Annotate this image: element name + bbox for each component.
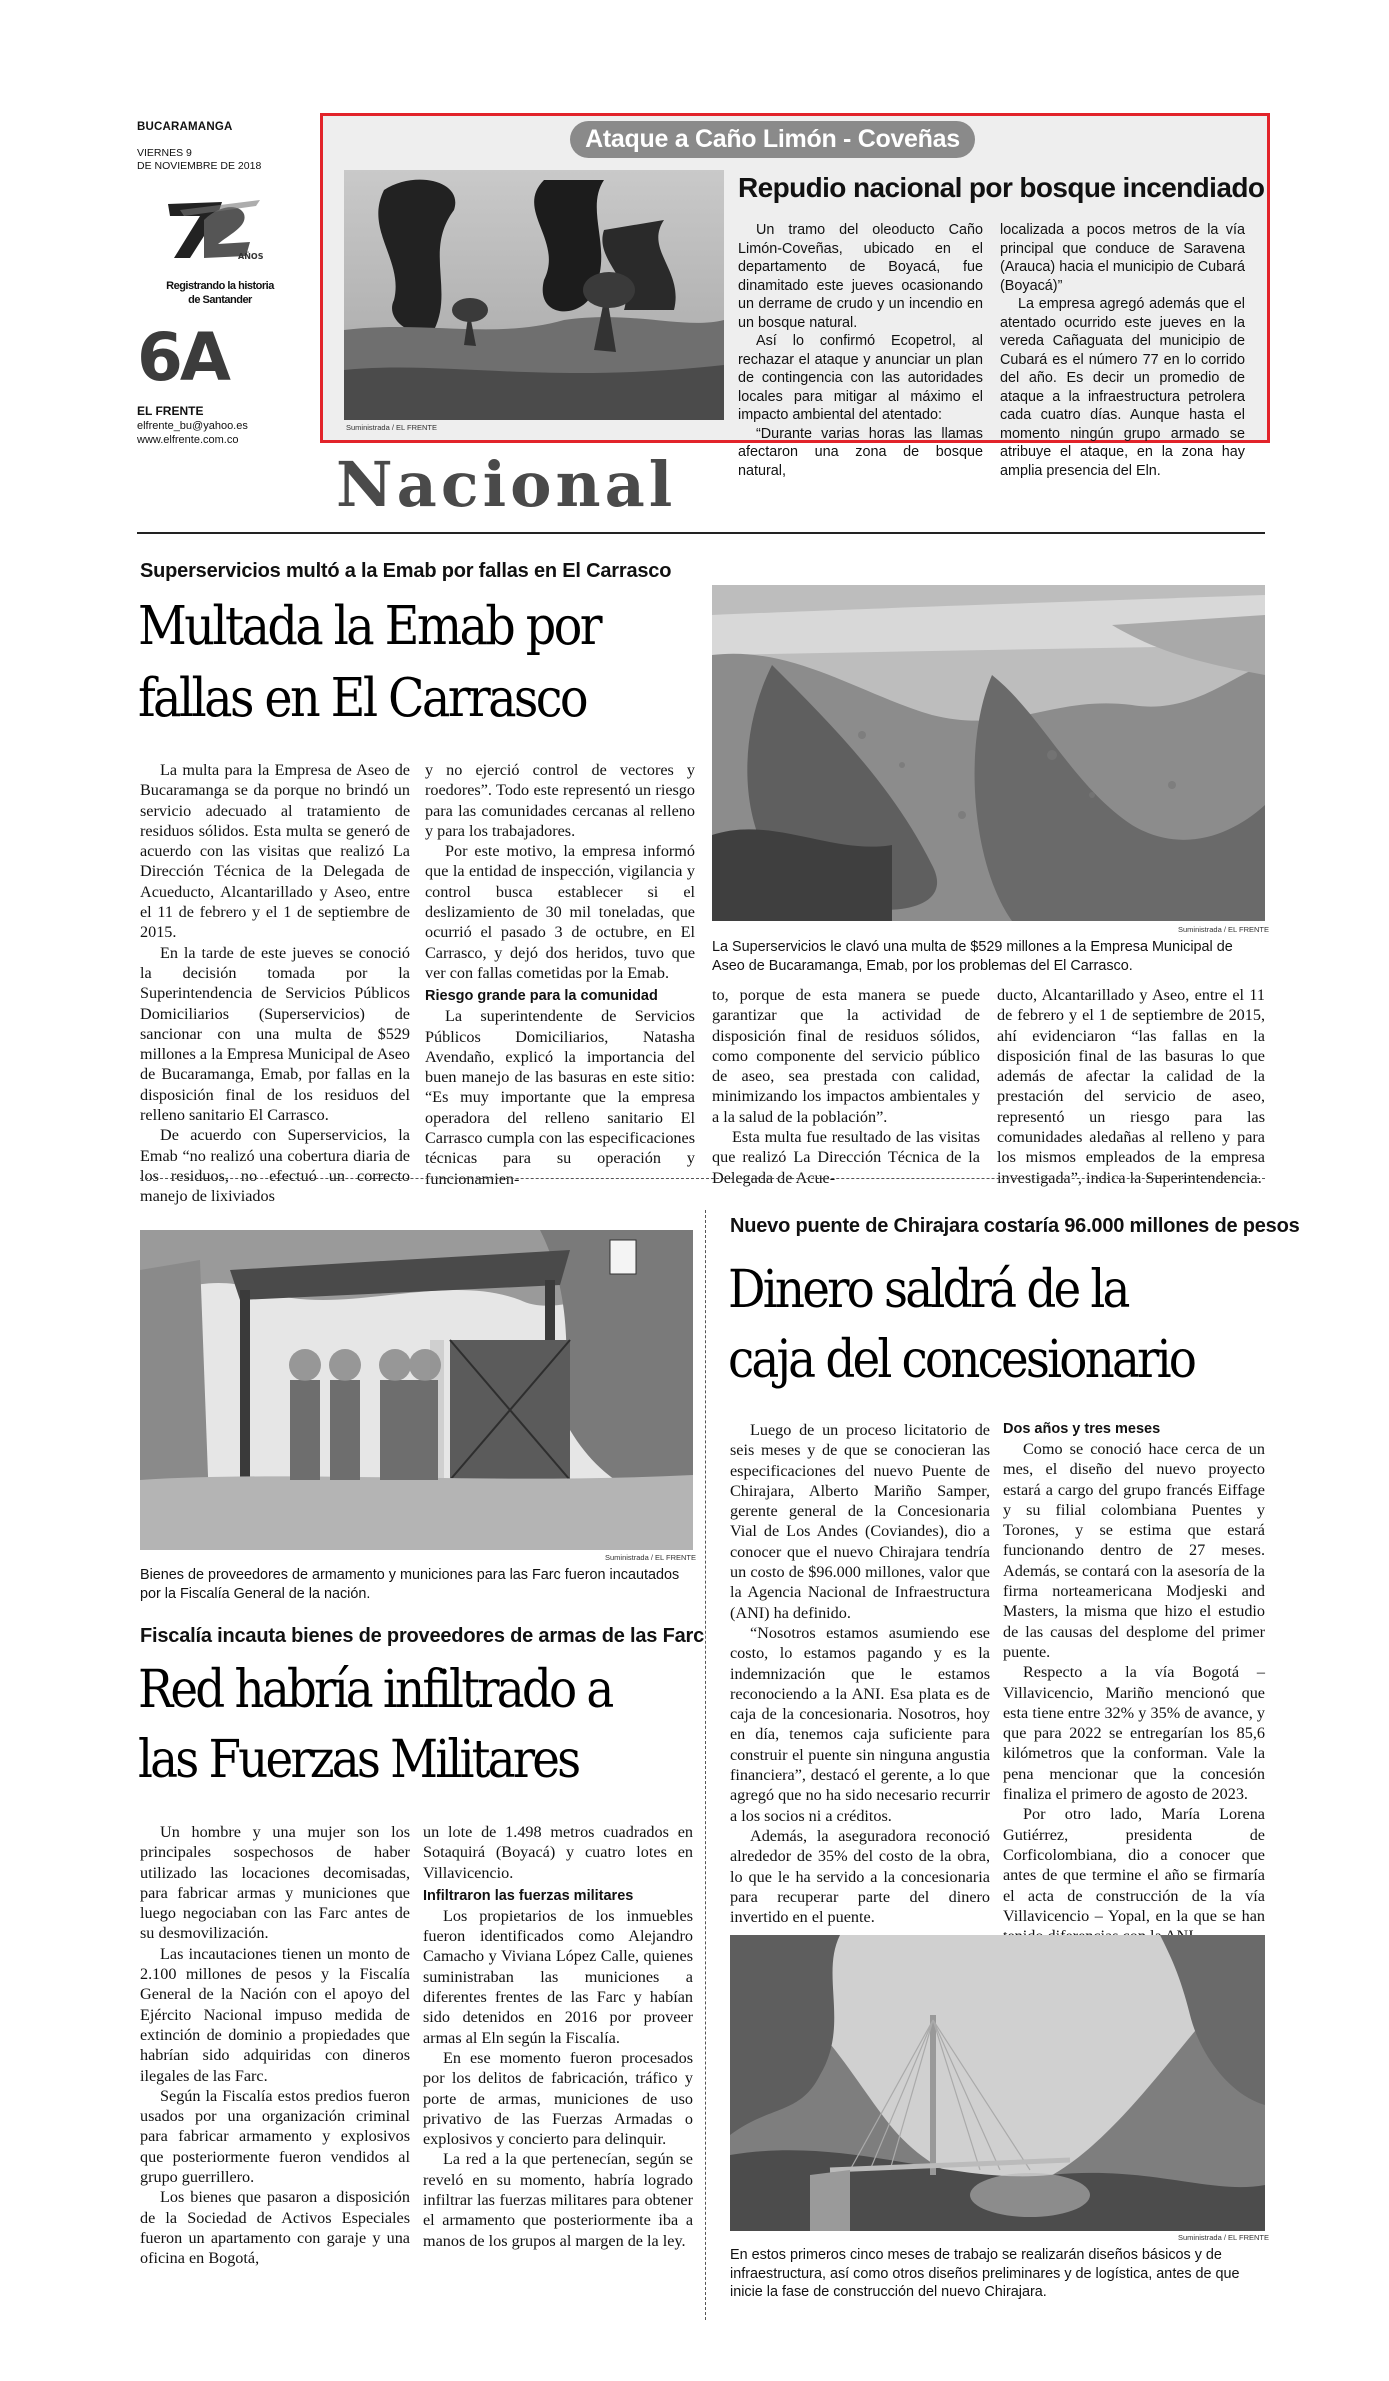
masthead-day: VIERNES 9 — [137, 147, 192, 159]
paragraph: Como se conoció hace cerca de un mes, el diseño del nuevo proyecto estará a cargo del grupo francés Eiffage y su filial colombiana Puentes y Torones, y se estima que estará funcionando dentro de 27 meses. Además, se contará con la asesoría de la firma norteamericana Modjeski and Masters, la misma que hizo el estudio de las causas del desplome del primer puente. — [1003, 1440, 1265, 1661]
paragraph: “Durante varias horas las llamas afectaron una zona de bosque natural, — [738, 425, 983, 479]
article2-headline-line2: las Fuerzas Militares — [138, 1730, 579, 1790]
article2-col2 — [423, 1822, 693, 2251]
logo-years-label: AÑOS — [238, 252, 264, 261]
section-rule — [137, 532, 1265, 534]
article1-photo-credit: Suministrada / EL FRENTE — [1178, 925, 1269, 934]
article1-photo-caption: La Superservicios le clavó una multa de $529 millones a la Empresa Municipal de Aseo de Bucaramanga, Emab, por los problemas del El Carrasco. — [712, 939, 1233, 974]
landfill-photo — [712, 585, 1265, 921]
section-title: Nacional — [336, 448, 677, 521]
paragraph: En la tarde de este jueves se conoció la decisión tomada por la Superintendencia de Servicios Públicos Domiciliarios (Superservicios) de sancionar con una multa de $529 millones a la Empresa Municipal de Aseo de Bucaramanga, Emab, por fallas en la disposición final de los residuos del relleno sanitario El Carrasco. — [140, 943, 410, 1125]
paragraph: y no ejerció control de vectores y roedores”. Todo este representó un riesgo para las comunidades cercanas al relleno y para los trabajadores. — [425, 761, 695, 840]
paragraph: Un hombre y una mujer son los principales sospechosos de haber utilizado las locaciones decomisadas, para fabricar armas y municiones que luego negociaban con las Farc antes de su desmovilización. — [140, 1823, 410, 1943]
top-story-headline: Repudio nacional por bosque incendiado — [738, 172, 1265, 203]
paragraph: La empresa agregó además que el atentado ocurrido este jueves en la vereda Cañaguata del municipio de Cubará es el número 77 en lo corrido del año. Es decir un promedio de ataque a la infraestructura petrolera cada cuatro días. Aunque hasta el momento ningún grupo armado se atribuye el ataque, en la zona hay amplia presencia del Eln. — [1000, 296, 1245, 479]
top-story-col1 — [738, 221, 983, 480]
paragraph: Los propietarios de los inmuebles fueron identificados como Alejandro Camacho y Viviana López Calle, quienes suministraban las municiones a diferentes frentes de las Farc y habían sido detenidos en 2016 por proveer armas al Eln según la Fiscalía. — [423, 1906, 693, 2047]
column-separator — [705, 1210, 706, 2320]
paper-name: EL FRENTE — [137, 404, 204, 418]
article2-photo-credit: Suministrada / EL FRENTE — [605, 1553, 696, 1562]
paragraph: Un tramo del oleoducto Caño Limón-Coveñas, ubicado en el departamento de Boyacá, fue dinamitado este jueves ocasionando un derrame de crudo y un incendio en un bosque natural. — [738, 222, 983, 331]
top-story-banner: Ataque a Caño Limón - Coveñas — [570, 121, 975, 158]
article2-subhead: Infiltraron las fuerzas militares — [423, 1887, 634, 1904]
article3-col1 — [730, 1420, 990, 1927]
article1-bottom-rule — [140, 1178, 1265, 1179]
article3-headline-line2: caja del concesionario — [728, 1330, 1195, 1390]
paragraph: Las incautaciones tienen un monto de 2.100 millones de pesos y la Fiscalía General de la Nación con el apoyo del Ejército Nacional impuso medida de extinción de dominio a propiedades que habrían sido adquiridas con dineros ilegales de las Farc. — [140, 1944, 410, 2085]
paragraph: Luego de un proceso licitatorio de seis meses y de que se conocieran las especificaciones del nuevo Puente de Chirajara, Alberto Mariño Samper, gerente general de la Concesionaria Vial de Los Andes (Coviandes), dio a conocer que el nuevo Chirajara tendría un costo de $96.000 millones, valor que la Agencia Nacional de Infraestructura (ANI) ha definido. — [730, 1421, 990, 1622]
article3-col2 — [1003, 1420, 1265, 1946]
article2-col1 — [140, 1822, 410, 2269]
masthead-city: BUCARAMANGA — [137, 121, 233, 133]
paragraph: La multa para la Empresa de Aseo de Bucaramanga se da porque no brindó un servicio adecuado al tratamiento de residuos sólidos. Esta multa se generó de acuerdo con las visitas que realizó La Dirección Técnica de la Delegada de Acueducto, Alcantarillado y Aseo, entre el 11 de febrero y el 1 de septiembre de 2015. — [140, 761, 410, 942]
paragraph: Según la Fiscalía estos predios fueron usados por una organización criminal para fabricar armamento y explosivos que posteriormente fueron vendidos al grupo guerrillero. — [140, 2086, 410, 2187]
paragraph: ducto, Alcantarillado y Aseo, entre el 11 de febrero y el 1 de septiembre de 2015, ahí evidenciaron “las fallas en la disposición final de las basuras lo que además de afectar la calidad de la prestación del servicio de aseo, representó un riesgo para las comunidades aledañas al relleno y para los mismos empleados de la empresa investigada”, indica la Superintendencia. — [997, 986, 1265, 1187]
paragraph: Por este motivo, la empresa informó que la entidad de inspección, vigilancia y control busca establecer si el deslizamiento de 30 mil toneladas, que ocurrió el pasado 3 de octubre, en El Carrasco, y dejó dos heridos, tuvo que ver con fallas cometidas por la Emab. — [425, 842, 695, 982]
paragraph: En ese momento fueron procesados por los delitos de fabricación, tráfico y porte de armas, municiones de uso privativo de las Fuerzas Armadas o explosivos y concierto para delinquir. — [423, 2048, 693, 2149]
chirajara-bridge-photo — [730, 1935, 1265, 2231]
slogan-line1: Registrando la historia — [166, 280, 274, 292]
article1-subhead: Riesgo grande para la comunidad — [425, 988, 658, 1005]
article1-headline-line2: fallas en El Carrasco — [138, 668, 586, 729]
paragraph: Así lo confirmó Ecopetrol, al rechazar el ataque y anunciar un plan de contingencia con las autoridades locales para mitigar al máximo el impacto ambiental del atentado: — [738, 333, 983, 423]
paper-email[interactable]: elfrente_bu@yahoo.es — [137, 420, 248, 432]
article1-col2 — [425, 760, 695, 1189]
article3-headline-line1: Dinero saldrá de la — [728, 1260, 1128, 1320]
article1-kicker: Superservicios multó a la Emab por fallas en El Carrasco — [140, 560, 672, 582]
page-number: 6A — [137, 319, 229, 396]
article3-kicker: Nuevo puente de Chirajara costaría 96.000 millones de pesos — [730, 1215, 1300, 1237]
paragraph: Esta multa fue resultado de las visitas que realizó La Dirección Técnica de la Delegada de Acue- — [712, 1128, 980, 1187]
oil-fire-photo — [344, 170, 724, 420]
article3-photo-credit: Suministrada / EL FRENTE — [1178, 2233, 1269, 2242]
paragraph: Los bienes que pasaron a disposición de la Sociedad de Activos Especiales fueron un apartamento con garaje y una oficina en Bogotá, — [140, 2188, 410, 2268]
paragraph: un lote de 1.498 metros cuadrados en Sotaquirá (Boyacá) y cuatro lotes en Villavicencio. — [423, 1823, 693, 1882]
paragraph: to, porque de esta manera se puede garantizar que la actividad de disposición final de residuos sólidos, como componente del servicio público de aseo, sea prestada con calidad, minimizando los impactos ambientales y a la salud de la población”. — [712, 986, 980, 1126]
article1-col4 — [997, 985, 1265, 1188]
article2-kicker: Fiscalía incauta bienes de proveedores de armas de las Farc — [140, 1625, 705, 1647]
anniversary-logo — [160, 200, 265, 270]
paragraph: Respecto a la vía Bogotá – Villavicencio, Mariño mencionó que esta tiene entre 32% y 35% de avance, y que para 2022 se entregarían los 85,6 kilómetros que la conforman. Vale la pena mencionar que la concesión finaliza el primero de agosto de 2023. — [1003, 1663, 1265, 1804]
top-story-col2 — [1000, 221, 1245, 480]
paragraph: Además, la aseguradora reconoció alrededor de 35% del costo de la obra, lo que le ha servido a la concesionaria para recuperar parte del dinero invertido en el puente. — [730, 1826, 990, 1927]
article3-photo-caption: En estos primeros cinco meses de trabajo se realizarán diseños básicos y de infraestructura, así como otros diseños preliminares y de logística, antes de que inicie la fase de construcción del nuevo Chirajara. — [730, 2247, 1240, 2300]
paragraph: La superintendente de Servicios Públicos Domiciliarios, Natasha Avendaño, explicó la importancia del buen manejo de las basuras en este sitio: “Es muy importante que la empresa operadora del relleno sanitario El Carrasco cumpla con las especificaciones técnicas para su operación y funcionamien- — [425, 1007, 695, 1188]
seized-property-photo — [140, 1230, 693, 1550]
top-photo-credit: Suministrada / EL FRENTE — [346, 423, 437, 432]
article3-subhead: Dos años y tres meses — [1003, 1421, 1161, 1437]
paragraph: localizada a pocos metros de la vía principal que conduce de Saravena (Arauca) hacia el municipio de Cubará (Boyacá)” — [1000, 222, 1245, 294]
paragraph: La red a la que pertenecían, según se reveló en su momento, habría logrado infiltrar las fuerzas militares para obtener el armamento que posteriormente iba a manos de los grupos al margen de la ley. — [423, 2150, 693, 2250]
paragraph: “Nosotros estamos asumiendo ese costo, lo estamos pagando y es la indemnización que le estamos reconociendo a la ANI. Esa plata es de caja de la concesionaria. Nosotros, hoy en día, tenemos caja suficiente para construir el puente sin ninguna angustia financiera”, destacó el gerente, a lo que agregó que no ha sido necesario recurrir a los socios ni a créditos. — [730, 1623, 990, 1825]
article1-col3 — [712, 985, 980, 1188]
paragraph: Por otro lado, María Lorena Gutiérrez, presidenta de Corficolombiana, dio a conocer que antes de que termine el año se firmaría el acta de construcción de la vía Villavicencio – Yopal, en la que se han — [1003, 1805, 1265, 1925]
paper-website[interactable]: www.elfrente.com.co — [137, 434, 239, 446]
article2-headline-line1: Red habría infiltrado a — [138, 1660, 612, 1720]
paragraph: De acuerdo con Superservicios, la Emab “no realizó una cobertura diaria de los residuos, no efectuó un correcto manejo de lixiviados — [140, 1126, 410, 1206]
article2-photo-caption: Bienes de proveedores de armamento y municiones para las Farc fueron incautados por la Fiscalía General de la nación. — [140, 1567, 680, 1602]
slogan-line2: de Santander — [188, 294, 252, 306]
article1-headline-line1: Multada la Emab por — [138, 596, 600, 657]
masthead-date: DE NOVIEMBRE DE 2018 — [137, 160, 262, 172]
article1-col1 — [140, 760, 410, 1207]
